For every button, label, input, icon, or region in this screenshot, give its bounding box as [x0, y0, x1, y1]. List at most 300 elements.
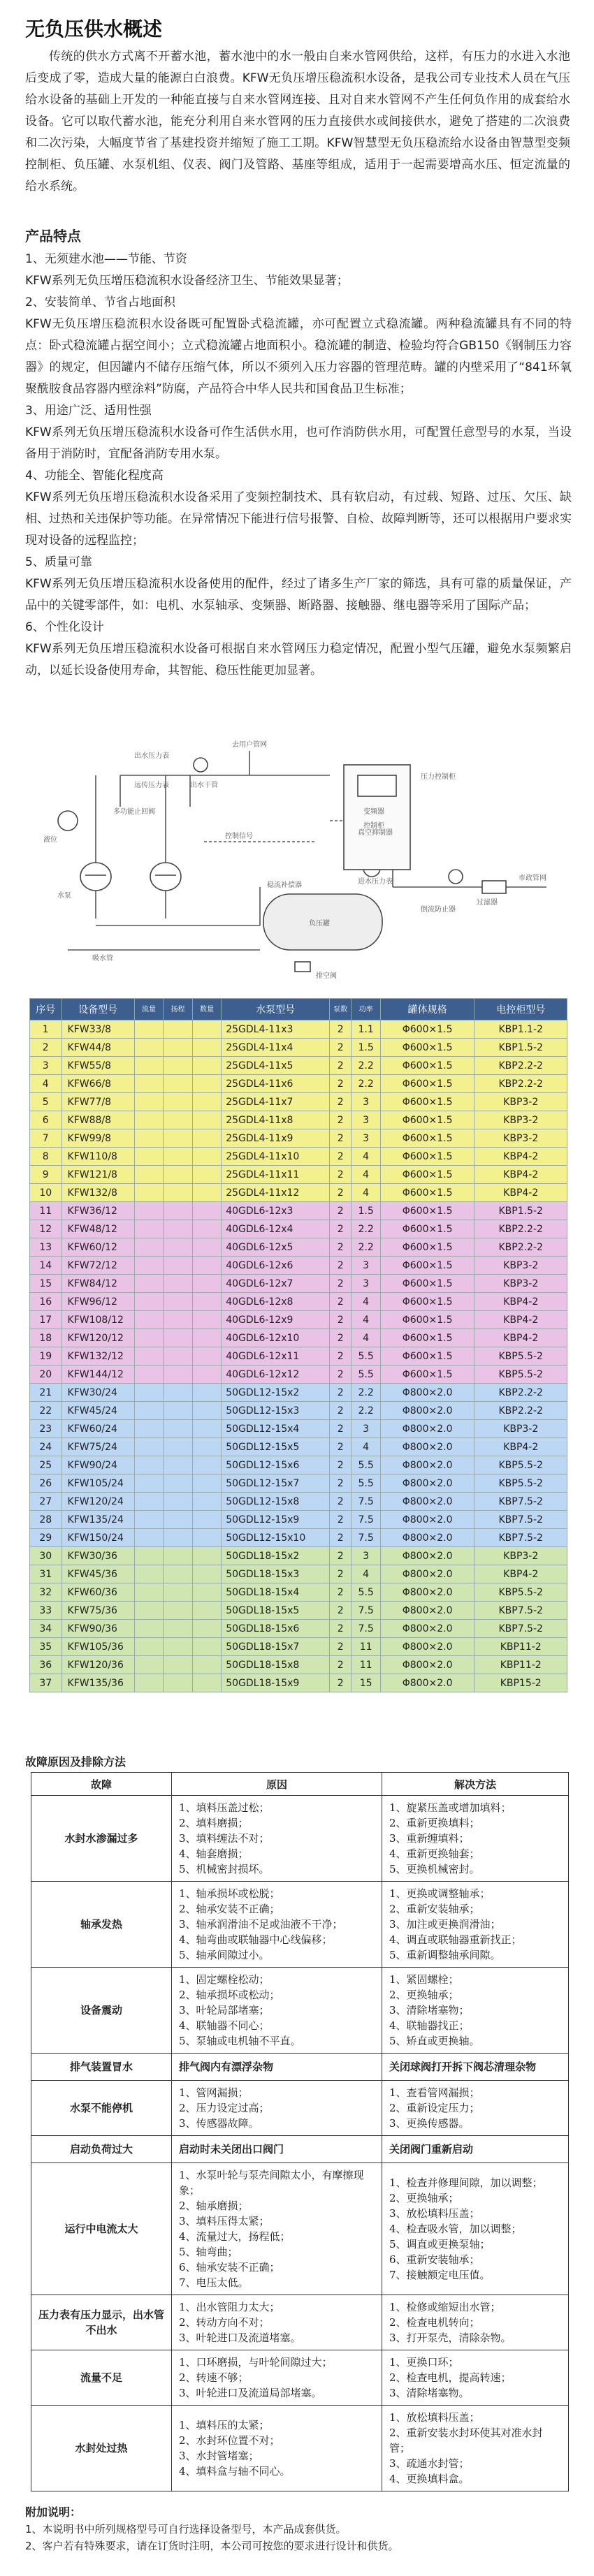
- spec-cell: [134, 1384, 163, 1402]
- spec-cell: [134, 1438, 163, 1456]
- spec-cell: 50GDL18-15x6: [222, 1620, 330, 1638]
- spec-cell: 25GDL4-11x12: [222, 1184, 330, 1202]
- spec-cell: 7: [30, 1129, 62, 1148]
- cause-item: 3、叶轮进口及流道局部堵塞。: [179, 2387, 322, 2399]
- spec-cell: KFW45/24: [61, 1402, 134, 1420]
- cause-item: 2、轴承损坏或松动；: [179, 1989, 280, 2001]
- spec-cell: [134, 1474, 163, 1493]
- spec-cell: 5.5: [352, 1583, 380, 1602]
- spec-row: [30, 1129, 567, 1148]
- spec-cell: 2: [330, 1638, 352, 1656]
- diagram-label: 负压罐: [309, 920, 330, 928]
- spec-cell: 50GDL18-15x3: [222, 1565, 330, 1583]
- spec-cell: KFW48/12: [61, 1220, 134, 1238]
- spec-row: [30, 1602, 567, 1620]
- spec-cell: KBP5.5-2: [475, 1474, 567, 1493]
- spec-cell: [192, 1420, 221, 1438]
- solution-item: 3、加注或更换润滑油；: [389, 1918, 501, 1931]
- spec-header-row: [30, 999, 567, 1020]
- spec-cell: Φ600×1.5: [380, 1039, 475, 1057]
- spec-cell: [192, 1329, 221, 1347]
- spec-row: [30, 1638, 567, 1656]
- diagram-label: 出水压力表: [134, 752, 169, 760]
- spec-cell: KFW36/12: [61, 1202, 134, 1220]
- fault-solutions: [382, 1882, 569, 1968]
- cause-item: 3、填料缠法不对；: [179, 1832, 270, 1845]
- cause-item: 1、水泵叶轮与泵壳间隙太小，有摩擦现象；: [179, 2169, 364, 2197]
- spec-cell: [192, 1565, 221, 1583]
- spec-cell: KBP5.5-2: [475, 1456, 567, 1474]
- spec-cell: Φ600×1.5: [380, 1311, 475, 1329]
- spec-cell: [192, 1202, 221, 1220]
- spec-cell: [134, 1311, 163, 1329]
- fault-row: [31, 2081, 569, 2136]
- spec-cell: Φ600×1.5: [380, 1111, 475, 1129]
- spec-cell: [164, 1402, 192, 1420]
- spec-cell: 4: [352, 1166, 380, 1184]
- cause-item: 2、转速不够；: [179, 2371, 249, 2384]
- page-title: 无负压供水概述: [25, 17, 163, 41]
- spec-row: [30, 1583, 567, 1602]
- spec-cell: [192, 1656, 221, 1674]
- fault-solutions: [382, 1796, 569, 1882]
- cause-item: 2、填料磨损；: [179, 1817, 249, 1829]
- spec-cell: KBP2.2-2: [475, 1384, 567, 1402]
- spec-cell: 14: [30, 1257, 62, 1275]
- spec-cell: 2: [330, 1493, 352, 1511]
- spec-cell: 2: [330, 1202, 352, 1220]
- spec-cell: [134, 1638, 163, 1656]
- spec-cell: Φ600×1.5: [380, 1238, 475, 1257]
- fault-causes: [172, 1796, 382, 1882]
- feature-body: KFW系列无负压增压稳流积水设备可作生活供水用，也可作消防供水用，可配置任意型号的水泵，当设备用于消防时，宜配备消防专用水泵。: [25, 425, 572, 461]
- spec-cell: Φ600×1.5: [380, 1347, 475, 1366]
- spec-cell: 20: [30, 1366, 62, 1384]
- fault-row: [31, 2406, 569, 2491]
- solution-item: 4、调直或联轴器重新找正；: [389, 1933, 522, 1946]
- spec-cell: [134, 1275, 163, 1293]
- spec-row: [30, 1275, 567, 1293]
- spec-cell: 3: [352, 1111, 380, 1129]
- spec-cell: 40GDL6-12x4: [222, 1220, 330, 1238]
- spec-cell: KFW75/36: [61, 1602, 134, 1620]
- fault-solution: 关闭球阀打开拆下阀芯清理杂物: [382, 2054, 569, 2081]
- spec-cell: Φ800×2.0: [380, 1384, 475, 1402]
- fault-solutions: [382, 2295, 569, 2350]
- spec-cell: 2: [330, 1020, 352, 1039]
- spec-cell: [134, 1420, 163, 1438]
- spec-cell: 35: [30, 1638, 62, 1656]
- spec-cell: [134, 1166, 163, 1184]
- spec-cell: 30: [30, 1547, 62, 1565]
- spec-row: [30, 1075, 567, 1093]
- fault-row: [31, 2163, 569, 2295]
- spec-cell: Φ600×1.5: [380, 1220, 475, 1238]
- spec-cell: KBP1.5-2: [475, 1039, 567, 1057]
- spec-cell: KBP7.5-2: [475, 1529, 567, 1547]
- intro-paragraph: 传统的供水方式离不开蓄水池，蓄水池中的水一般由自来水管网供给，这样，有压力的水进入水池后变成了零，造成大量的能源白白浪费。KFW无负压增压稳流积水设备，是我公司专业技术人员在气压给水设备的基础上开发的一种能直接与自来水管网连接、且对自来水管网不产生任何负作用的成套给水设备。它可以取代蓄水池，能充分利用自来水管网的压力直接供水或间接供水，避免了搭建的二次浪费和二次污染，大幅度节省了基建投资并缩短了施工工期。KFW智慧型无负压稳流给水设备由智慧型变频控制柜、负压罐、水泵机组、仪表、阀门及管路、基座等组成，适用于一起需要增高水压、恒定流量的给水系统。: [25, 50, 570, 193]
- fault-row: [31, 2054, 569, 2081]
- spec-cell: 25GDL4-11x10: [222, 1148, 330, 1166]
- spec-cell: 33: [30, 1602, 62, 1620]
- spec-cell: 4: [352, 1329, 380, 1347]
- spec-cell: [164, 1529, 192, 1547]
- feature-title: 3、用途广泛、适用性强: [25, 404, 152, 418]
- spec-cell: 40GDL6-12x3: [222, 1202, 330, 1220]
- cause-item: 3、填料压得太紧；: [179, 2215, 270, 2227]
- solution-item: 3、清除堵塞物；: [389, 2004, 470, 2017]
- spec-cell: 5.5: [352, 1456, 380, 1474]
- spec-cell: Φ600×1.5: [380, 1257, 475, 1275]
- spec-cell: 21: [30, 1384, 62, 1402]
- spec-row: [30, 1656, 567, 1674]
- spec-row: [30, 1456, 567, 1474]
- spec-cell: KFW105/24: [61, 1474, 134, 1493]
- spec-cell: KFW75/24: [61, 1438, 134, 1456]
- col-header: 数量: [192, 999, 221, 1020]
- spec-cell: [164, 1329, 192, 1347]
- fault-causes: [172, 2163, 382, 2295]
- spec-cell: 5.5: [352, 1347, 380, 1366]
- spec-row: [30, 1311, 567, 1329]
- spec-cell: KFW120/12: [61, 1329, 134, 1347]
- spec-cell: 25GDL4-11x3: [222, 1020, 330, 1039]
- spec-row: [30, 1148, 567, 1166]
- spec-cell: [164, 1311, 192, 1329]
- spec-cell: 2: [330, 1674, 352, 1692]
- spec-row: [30, 1347, 567, 1366]
- spec-cell: [134, 1456, 163, 1474]
- fault-header-row: [31, 1773, 569, 1796]
- spec-cell: 3: [352, 1547, 380, 1565]
- spec-cell: 2: [330, 1656, 352, 1674]
- spec-cell: 3: [30, 1057, 62, 1075]
- spec-cell: KBP3-2: [475, 1093, 567, 1111]
- spec-cell: [134, 1620, 163, 1638]
- spec-cell: [164, 1674, 192, 1692]
- spec-cell: KFW90/36: [61, 1620, 134, 1638]
- spec-row: [30, 1166, 567, 1184]
- system-schematic: [29, 737, 565, 995]
- fault-name: 水泵不能停机: [31, 2081, 172, 2136]
- spec-cell: [164, 1547, 192, 1565]
- spec-cell: Φ800×2.0: [380, 1547, 475, 1565]
- spec-row: [30, 1366, 567, 1384]
- spec-cell: 7.5: [352, 1602, 380, 1620]
- spec-cell: [164, 1039, 192, 1057]
- spec-cell: KBP3-2: [475, 1420, 567, 1438]
- spec-cell: Φ600×1.5: [380, 1075, 475, 1093]
- spec-cell: [164, 1493, 192, 1511]
- spec-row: [30, 1257, 567, 1275]
- spec-cell: 40GDL6-12x5: [222, 1238, 330, 1257]
- spec-cell: 1.5: [352, 1039, 380, 1057]
- spec-cell: KFW45/36: [61, 1565, 134, 1583]
- spec-cell: KBP4-2: [475, 1293, 567, 1311]
- spec-row: [30, 1111, 567, 1129]
- spec-row: [30, 1020, 567, 1039]
- fault-name: 水封处过热: [31, 2406, 172, 2491]
- cause-item: 1、填料压盖过松；: [179, 1801, 270, 1814]
- fault-table: [31, 1772, 569, 2491]
- spec-cell: [192, 1474, 221, 1493]
- spec-cell: 3: [352, 1257, 380, 1275]
- fault-causes: [172, 2350, 382, 2406]
- solution-item: 1、放松填料压盖；: [389, 2411, 480, 2424]
- diagram-label: 控制信号: [225, 833, 253, 840]
- spec-cell: KFW72/12: [61, 1257, 134, 1275]
- cause-item: 1、轴承损坏或松脱；: [179, 1887, 280, 1900]
- spec-cell: KBP7.5-2: [475, 1602, 567, 1620]
- spec-cell: [192, 1111, 221, 1129]
- spec-cell: KBP2.2-2: [475, 1402, 567, 1420]
- spec-cell: 2: [330, 1275, 352, 1293]
- spec-cell: 50GDL12-15x8: [222, 1493, 330, 1511]
- spec-cell: [164, 1275, 192, 1293]
- spec-cell: Φ600×1.5: [380, 1057, 475, 1075]
- spec-cell: [164, 1111, 192, 1129]
- spec-cell: KFW88/8: [61, 1111, 134, 1129]
- col-header: 水泵型号: [222, 999, 330, 1020]
- spec-cell: [164, 1420, 192, 1438]
- spec-cell: [192, 1311, 221, 1329]
- spec-cell: 50GDL12-15x5: [222, 1438, 330, 1456]
- spec-cell: [192, 1456, 221, 1474]
- solution-item: 4、更换填料盒。: [389, 2473, 470, 2485]
- fault-solutions: [382, 1968, 569, 2054]
- spec-cell: [164, 1257, 192, 1275]
- spec-cell: 31: [30, 1565, 62, 1583]
- spec-cell: [192, 1620, 221, 1638]
- cause-item: 5、机械密封损坏。: [179, 1863, 270, 1875]
- spec-cell: [164, 1202, 192, 1220]
- spec-cell: [134, 1565, 163, 1583]
- spec-cell: 40GDL6-12x9: [222, 1311, 330, 1329]
- solution-item: 2、重新更换填料；: [389, 1817, 480, 1829]
- cause-item: 2、转动方向不对；: [179, 2316, 270, 2329]
- spec-cell: 2: [330, 1384, 352, 1402]
- cause-item: 4、流量过大，扬程低；: [179, 2230, 291, 2243]
- fault-row: [31, 1968, 569, 2054]
- spec-cell: 9: [30, 1166, 62, 1184]
- spec-cell: KFW108/12: [61, 1311, 134, 1329]
- spec-cell: [192, 1093, 221, 1111]
- spec-cell: KBP5.5-2: [475, 1583, 567, 1602]
- spec-cell: [134, 1039, 163, 1057]
- spec-cell: KBP7.5-2: [475, 1493, 567, 1511]
- notes-title: 附加说明：: [25, 2505, 82, 2519]
- spec-cell: [192, 1384, 221, 1402]
- spec-cell: [164, 1075, 192, 1093]
- spec-cell: 2: [330, 1438, 352, 1456]
- note-item: 2、客户若有特殊要求，请在订货时注明，本公司可按您的要求进行设计和供货。: [25, 2540, 399, 2552]
- spec-cell: KBP1.1-2: [475, 1020, 567, 1039]
- fault-name: 流量不足: [31, 2350, 172, 2406]
- feature-body: KFW无负压增压稳流积水设备既可配置卧式稳流罐，亦可配置立式稳流罐。两种稳流罐具有不同的特点：卧式稳流罐占据空间小；立式稳流罐占地面积小。稳流罐的制造、检验均符合GB150《钢制压力容器》的规定，但因罐内不储存压缩气体，所以不须列入压力容器的管理范畴。罐的内壁采用了“841环氧聚酰胺食品容器内壁涂料”防腐，产品符合中华人民共和国食品卫生标准；: [25, 317, 572, 396]
- fault-col-header: 解决方法: [382, 1773, 569, 1796]
- spec-cell: 2.2: [352, 1238, 380, 1257]
- fault-solutions: [382, 2406, 569, 2491]
- spec-cell: 50GDL12-15x10: [222, 1529, 330, 1547]
- spec-cell: 40GDL6-12x8: [222, 1293, 330, 1311]
- spec-cell: Φ600×1.5: [380, 1129, 475, 1148]
- diagram-label: 压力控制柜: [421, 773, 456, 781]
- spec-cell: KBP4-2: [475, 1329, 567, 1347]
- spec-cell: 7.5: [352, 1529, 380, 1547]
- spec-cell: KBP3-2: [475, 1129, 567, 1148]
- fault-name: 轴承发热: [31, 1882, 172, 1968]
- solution-item: 3、更换传感器。: [389, 2117, 470, 2130]
- spec-cell: Φ800×2.0: [380, 1583, 475, 1602]
- fault-name: 启动负荷过大: [31, 2136, 172, 2163]
- diagram-label: 进水压力表: [358, 878, 393, 886]
- spec-cell: 2: [330, 1075, 352, 1093]
- spec-cell: 4: [352, 1311, 380, 1329]
- spec-cell: KBP15-2: [475, 1674, 567, 1692]
- solution-item: 2、重新设定压力；: [389, 2102, 480, 2114]
- spec-row: [30, 1493, 567, 1511]
- spec-cell: 25GDL4-11x5: [222, 1057, 330, 1075]
- fault-causes: [172, 2081, 382, 2136]
- spec-cell: 19: [30, 1347, 62, 1366]
- spec-cell: 50GDL12-15x2: [222, 1384, 330, 1402]
- spec-cell: KBP3-2: [475, 1275, 567, 1293]
- spec-cell: [192, 1057, 221, 1075]
- spec-cell: 2: [330, 1602, 352, 1620]
- spec-cell: Φ600×1.5: [380, 1093, 475, 1111]
- spec-cell: 2: [330, 1057, 352, 1075]
- spec-cell: 2: [330, 1293, 352, 1311]
- diagram-label: 远传压力表: [134, 782, 169, 789]
- spec-cell: 11: [352, 1656, 380, 1674]
- spec-cell: 3: [352, 1129, 380, 1148]
- spec-cell: [134, 1257, 163, 1275]
- spec-row: [30, 1474, 567, 1493]
- spec-cell: [134, 1656, 163, 1674]
- spec-cell: 18: [30, 1329, 62, 1347]
- spec-cell: 2: [330, 1511, 352, 1529]
- fault-solution: 关闭阀门重新启动: [382, 2136, 569, 2163]
- spec-cell: Φ600×1.5: [380, 1166, 475, 1184]
- spec-cell: 2: [330, 1366, 352, 1384]
- spec-cell: KFW60/12: [61, 1238, 134, 1257]
- spec-cell: [164, 1620, 192, 1638]
- spec-cell: 37: [30, 1674, 62, 1692]
- spec-cell: KBP4-2: [475, 1184, 567, 1202]
- fault-cause: 排气阀内有漂浮杂物: [172, 2054, 382, 2081]
- spec-cell: 2: [330, 1402, 352, 1420]
- spec-cell: 36: [30, 1656, 62, 1674]
- fault-col-header: 故障: [31, 1773, 172, 1796]
- spec-cell: KBP2.2-2: [475, 1238, 567, 1257]
- spec-row: [30, 1511, 567, 1529]
- spec-cell: KFW60/24: [61, 1420, 134, 1438]
- diagram-label: 市政管网: [519, 874, 546, 882]
- spec-cell: 2.2: [352, 1384, 380, 1402]
- diagram-label: 吸水管: [92, 955, 113, 963]
- spec-cell: KFW44/8: [61, 1039, 134, 1057]
- solution-item: 3、疏通水封管；: [389, 2457, 470, 2470]
- spec-cell: [134, 1402, 163, 1420]
- diagram-label: 多功能止回阀: [113, 808, 155, 816]
- spec-row: [30, 1384, 567, 1402]
- spec-cell: 4: [352, 1565, 380, 1583]
- spec-cell: 2.2: [352, 1220, 380, 1238]
- spec-cell: 50GDL18-15x5: [222, 1602, 330, 1620]
- cause-item: 5、轴弯曲；: [179, 2246, 238, 2258]
- spec-cell: 10: [30, 1184, 62, 1202]
- spec-cell: KFW66/8: [61, 1075, 134, 1093]
- spec-cell: 50GDL12-15x7: [222, 1474, 330, 1493]
- solution-item: 1、检修或缩短出水管；: [389, 2301, 501, 2313]
- spec-cell: 2: [330, 1565, 352, 1583]
- fault-row: [31, 2295, 569, 2350]
- spec-cell: [134, 1602, 163, 1620]
- spec-cell: [164, 1093, 192, 1111]
- spec-cell: [134, 1220, 163, 1238]
- spec-cell: Φ600×1.5: [380, 1275, 475, 1293]
- solution-item: 2、重新安装轴承；: [389, 1903, 480, 1915]
- cause-item: 1、出水管阻力太大；: [179, 2301, 280, 2313]
- spec-row: [30, 1039, 567, 1057]
- spec-cell: Φ800×2.0: [380, 1674, 475, 1692]
- fault-solutions: [382, 2350, 569, 2406]
- spec-cell: 7.5: [352, 1511, 380, 1529]
- spec-cell: [134, 1293, 163, 1311]
- col-header: 流量: [134, 999, 163, 1020]
- spec-cell: Φ800×2.0: [380, 1511, 475, 1529]
- fault-table-body: [31, 1796, 569, 2491]
- spec-cell: 24: [30, 1438, 62, 1456]
- spec-cell: [192, 1220, 221, 1238]
- spec-cell: 4: [352, 1148, 380, 1166]
- spec-cell: 2: [330, 1474, 352, 1493]
- spec-cell: 22: [30, 1402, 62, 1420]
- spec-cell: [164, 1057, 192, 1075]
- spec-cell: 2: [330, 1184, 352, 1202]
- spec-cell: KBP4-2: [475, 1166, 567, 1184]
- spec-cell: 2: [330, 1547, 352, 1565]
- spec-cell: [192, 1293, 221, 1311]
- cause-item: 3、轴承润滑油不足或油液不干净；: [179, 1918, 343, 1931]
- diagram-label: 排空阀: [316, 972, 337, 980]
- spec-cell: 2: [330, 1111, 352, 1129]
- fault-causes: [172, 2295, 382, 2350]
- spec-row: [30, 1402, 567, 1420]
- spec-cell: 40GDL6-12x6: [222, 1257, 330, 1275]
- diagram-label: 稳流补偿器: [267, 881, 302, 889]
- spec-cell: Φ800×2.0: [380, 1620, 475, 1638]
- spec-cell: 12: [30, 1220, 62, 1238]
- spec-cell: 5.5: [352, 1366, 380, 1384]
- cabinet-label: 变频器: [363, 808, 384, 816]
- spec-row: [30, 1329, 567, 1347]
- spec-cell: 25GDL4-11x8: [222, 1111, 330, 1129]
- spec-cell: 40GDL6-12x11: [222, 1347, 330, 1366]
- spec-cell: 2: [330, 1456, 352, 1474]
- spec-cell: KBP4-2: [475, 1311, 567, 1329]
- spec-cell: Φ800×2.0: [380, 1456, 475, 1474]
- spec-cell: 25GDL4-11x4: [222, 1039, 330, 1057]
- spec-cell: KFW96/12: [61, 1293, 134, 1311]
- spec-cell: KFW90/24: [61, 1456, 134, 1474]
- spec-table: [29, 998, 567, 1692]
- spec-cell: 2: [330, 1420, 352, 1438]
- cause-item: 1、口环磨损，与叶轮间隙过大；: [179, 2356, 333, 2369]
- solution-item: 4、检查吸水管，加以调整；: [389, 2223, 522, 2235]
- solution-item: 5、更换机械密封。: [389, 1863, 480, 1875]
- spec-cell: 25GDL4-11x9: [222, 1129, 330, 1148]
